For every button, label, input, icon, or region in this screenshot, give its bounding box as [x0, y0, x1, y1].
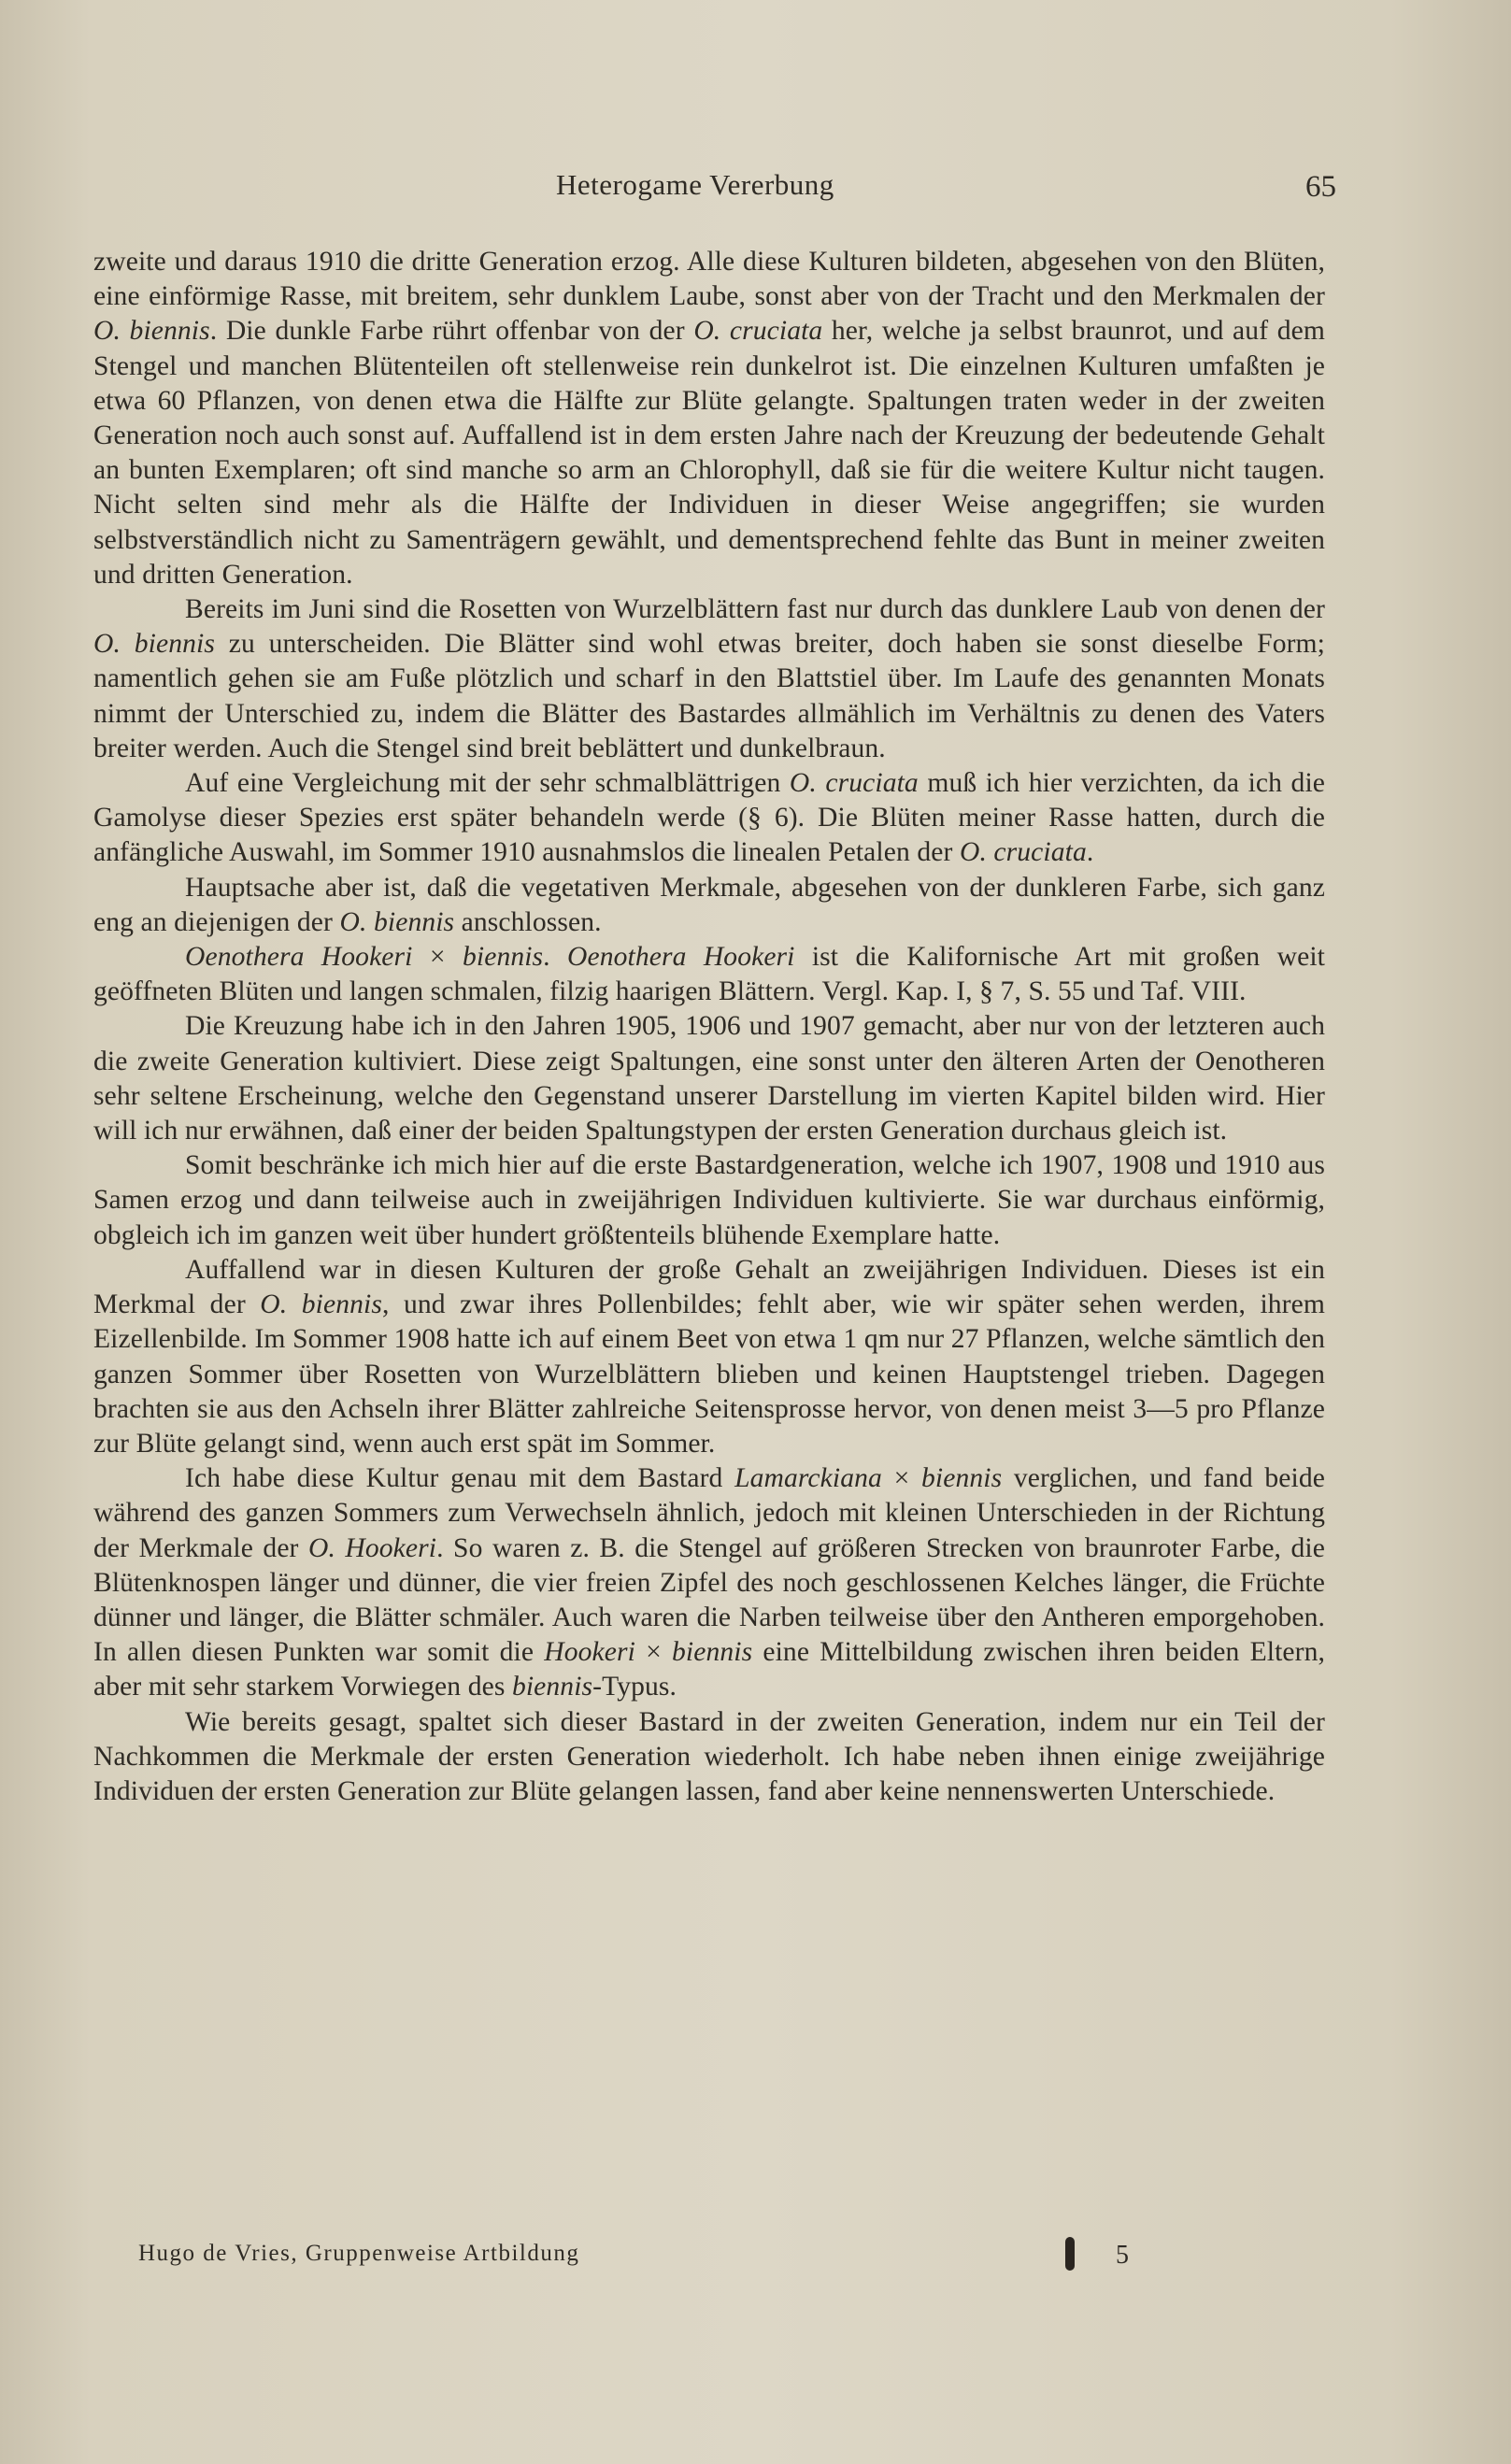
text-run: zu unterscheiden. Die Blätter sind wohl etwas breiter, doch haben sie sonst dieselbe Form; namentlich gehen sie am Fuße plötzlich und scharf in den Blattstiel über. Im Laufe des genannten Monats nimmt der Unterschied zu, indem die Blätter des Bastardes allmählich im Verhältnis zu denen des Vaters breiter werden. Auch die Stengel sind breit beblättert und dunkelbraun.: [93, 629, 1325, 763]
italic-run: Lamarckiana: [734, 1463, 882, 1494]
italic-run: O. Hookeri: [307, 1532, 437, 1563]
text-run: ist die Kalifornische Art mit großen weit geöffneten Blüten und langen schmalen, filzig haarigen Blättern. Vergl. Kap. I, § 7, S. 55 und Taf. VIII.: [93, 942, 1325, 1007]
italic-run: O. biennis: [93, 316, 210, 347]
italic-run: O. cruciata: [959, 837, 1087, 868]
text-run: .: [1086, 837, 1094, 868]
text-run: her, welche ja selbst braunrot, und auf dem Stengel und manchen Blütenteilen oft stellenweise rein dunkelrot ist. Die einzelnen Kulturen umfaßten je etwa 60 Pflanzen, von denen etwa die Hälfte zur Blüte gelangte. Spaltungen traten weder in der zweiten Generation noch auch sonst auf. Auffallend ist in dem ersten Jahre nach der Kreuzung der bedeutende Gehalt an bunten Exemplaren; oft sind manche so arm an Chlorophyll, daß sie für die weitere Kultur nicht taugen. Nicht selten sind mehr als die Hälfte der Individuen in dieser Weise angegriffen; sie wurden selbstverständlich nicht zu Samenträgern gewählt, und dementsprechend fehlte das Bunt in meiner zweiten und dritten Generation.: [93, 316, 1325, 590]
text-run: -Typus.: [592, 1672, 677, 1702]
italic-run: Hookeri: [544, 1637, 635, 1668]
text-run: . So waren z. B. die Stengel auf größeren Strecken von braunroter Farbe, die Blütenknospen länger und dünner, die vier freien Zipfel des noch geschlossenen Kelches länger, die Früchte dünner und länger, die Blätter schmäler. Auch waren die Narben teilweise über den Antheren emporgehoben. In allen diesen Punkten war somit die: [93, 1532, 1325, 1668]
text-run: Bereits im Juni sind die Rosetten von Wurzelblättern fast nur durch das dunklere Laub von denen der: [185, 594, 1325, 625]
page-number: 65: [1305, 170, 1336, 204]
text-run: anschlossen.: [454, 906, 602, 937]
text-run: ×: [634, 1637, 673, 1668]
italic-run: biennis: [511, 1672, 593, 1702]
text-run: . Die dunkle Farbe rührt offenbar von der: [209, 316, 694, 347]
paragraph: [93, 1148, 1325, 1253]
text-run: muß ich hier verzichten, da ich die Gamolyse dieser Spezies erst später behandeln werde (§ 6). Die Blüten meiner Rasse hatten, durch die anfängliche Auswahl, im Sommer 1910 ausnahmslos die linealen Petalen der: [93, 768, 1326, 868]
italic-run: O. biennis: [93, 629, 215, 660]
text-run: zweite und daraus 1910 die dritte Generation erzog. Alle diese Kulturen bildeten, abgesehen von den Blüten, eine einförmige Rasse, mit breitem, sehr dunklem Laube, sonst aber von der Tracht und den Merkmalen der: [93, 247, 1325, 312]
paragraph: [93, 1705, 1325, 1810]
running-head: Heterogame Vererbung: [556, 168, 834, 201]
italic-run: O. cruciata: [789, 768, 919, 799]
paragraph: [93, 592, 1325, 766]
sheet-number: 5: [1116, 2241, 1129, 2270]
italic-run: O. biennis: [260, 1289, 382, 1320]
text-run: Hauptsache aber ist, daß die vegetativen Merkmale, abgesehen von der dunkleren Farbe, sich ganz eng an diejenigen der: [93, 872, 1325, 937]
italic-run: O. biennis: [339, 906, 455, 937]
italic-run: Oenothera Hookeri: [185, 942, 413, 973]
paragraph: [93, 766, 1325, 871]
text-run: Somit beschränke ich mich hier auf die erste Bastardgeneration, welche ich 1907, 1908 und 1910 aus Samen erzog und dann teilweise auch in zweijährigen Individuen kultivierte. Sie war durchaus einförmig, obgleich ich im ganzen weit über hundert größtenteils blühende Exemplare hatte.: [93, 1150, 1325, 1250]
text-run: eine Mittelbildung zwischen ihren beiden Eltern, aber mit sehr starkem Vorwiegen des: [93, 1637, 1325, 1702]
paragraph: [93, 1009, 1325, 1148]
paragraph: [93, 940, 1325, 1009]
text-run: ×: [881, 1463, 922, 1494]
text-run: , und zwar ihres Pollenbildes; fehlt aber, wie wir später sehen werden, ihrem Eizellenbilde. Im Sommer 1908 hatte ich auf einem Beet von etwa 1 qm nur 27 Pflanzen, welche sämtlich den ganzen Sommer über Rosetten von Wurzelblättern blieben und keinen Hauptstengel trieben. Dagegen brachten sie aus den Achseln ihrer Blätter zahlreiche Seitensprosse hervor, von denen meist 3—5 pro Pflanze zur Blüte gelangt sind, wenn auch erst spät im Sommer.: [93, 1289, 1325, 1459]
italic-run: O. cruciata: [693, 316, 823, 347]
signature-line: Hugo de Vries, Gruppenweise Artbildung: [138, 2241, 580, 2266]
italic-run: biennis: [462, 942, 544, 973]
text-run: Auf eine Vergleichung mit der sehr schmalblättrigen: [185, 768, 790, 799]
text-run: Die Kreuzung habe ich in den Jahren 1905, 1906 und 1907 gemacht, aber nur von der letzteren auch die zweite Generation kultiviert. Diese zeigt Spaltungen, eine sonst unter den älteren Arten der Oenotheren sehr seltene Erscheinung, welche den Gegenstand unserer Darstellung im vierten Kapitel bilden wird. Hier will ich nur erwähnen, daß einer der beiden Spaltungstypen der ersten Generation durchaus gleich ist.: [93, 1011, 1325, 1147]
paragraph: [93, 1253, 1325, 1461]
text-run: ×: [412, 942, 463, 973]
italic-run: biennis: [672, 1637, 753, 1668]
text-run: .: [543, 942, 568, 973]
text-run: Ich habe diese Kultur genau mit dem Bastard: [185, 1463, 735, 1494]
text-run: Auffallend war in diesen Kulturen der große Gehalt an zweijährigen Individuen. Dieses ist ein Merkmal der: [93, 1254, 1325, 1320]
italic-run: Oenothera Hookeri: [567, 942, 795, 973]
paragraph: [93, 1461, 1325, 1704]
text-run: Wie bereits gesagt, spaltet sich dieser Bastard in der zweiten Generation, indem nur ein Teil der Nachkommen die Merkmale der ersten Generation wiederholt. Ich habe neben ihnen einige zweijährige Individuen der ersten Generation zur Blüte gelangen lassen, fand aber keine nennenswerten Unterschiede.: [93, 1706, 1325, 1806]
paragraph: [93, 245, 1325, 592]
page-header: [93, 164, 1336, 211]
page-footer: [138, 2241, 1129, 2278]
text-run: verglichen, und fand beide während des ganzen Sommers zum Verwechseln ähnlich, jedoch mit kleinen Unterschieden in der Richtung der Merkmale der: [93, 1463, 1325, 1563]
body-text: [93, 245, 1325, 1809]
italic-run: biennis: [921, 1463, 1003, 1494]
paragraph: [93, 871, 1325, 940]
